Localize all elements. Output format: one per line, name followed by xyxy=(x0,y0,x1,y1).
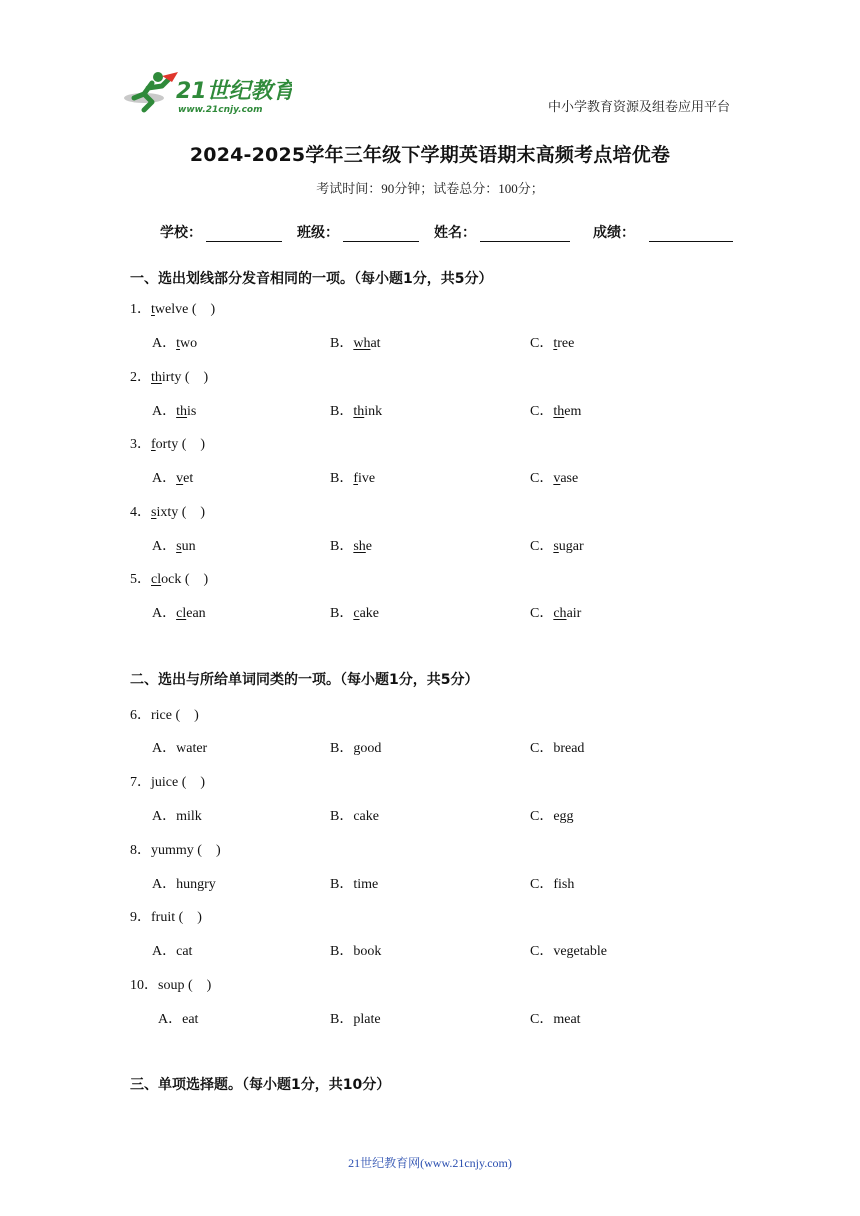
option-a[interactable]: A．water xyxy=(152,741,208,756)
logo-url-text: www.21cnjy.com xyxy=(178,105,263,115)
option-b[interactable]: B．plate xyxy=(330,1012,381,1027)
name-blank[interactable] xyxy=(480,227,570,242)
option-a[interactable]: A．cat xyxy=(152,944,193,959)
option-a[interactable]: A．clean xyxy=(152,606,206,621)
option-c[interactable]: C．vegetable xyxy=(530,944,607,959)
option-b[interactable]: B．cake xyxy=(330,809,379,824)
question-stem: 3．forty ( ) xyxy=(130,437,206,452)
name-label: 姓名： xyxy=(434,225,476,241)
header-tagline: 中小学教育资源及组卷应用平台 xyxy=(547,99,730,114)
option-a[interactable]: A．vet xyxy=(152,471,194,486)
option-b[interactable]: B．five xyxy=(330,471,376,486)
section-heading: 三、单项选择题。（每小题1分，共10分） xyxy=(130,1077,391,1093)
name-field[interactable] xyxy=(434,222,570,242)
score-blank[interactable] xyxy=(649,227,733,242)
option-a[interactable]: A．this xyxy=(152,404,197,419)
option-c[interactable]: C．sugar xyxy=(530,539,584,554)
class-field[interactable] xyxy=(297,222,419,242)
option-c[interactable]: C．vase xyxy=(530,471,579,486)
page-title: 2024-2025学年三年级下学期英语期末高频考点培优卷 xyxy=(189,144,671,166)
option-a[interactable]: A．two xyxy=(152,336,198,351)
page-footer[interactable]: 21世纪教育网(www.21cnjy.com) xyxy=(348,1156,512,1170)
class-blank[interactable] xyxy=(343,227,419,242)
question-stem: 10．soup ( ) xyxy=(130,978,212,993)
option-c[interactable]: C．fish xyxy=(530,877,575,892)
question-stem: 4．sixty ( ) xyxy=(130,505,206,520)
option-a[interactable]: A．hungry xyxy=(152,877,216,892)
option-c[interactable]: C．egg xyxy=(530,809,574,824)
section-heading: 二、选出与所给单词同类的一项。（每小题1分，共5分） xyxy=(130,672,479,688)
option-a[interactable]: A．milk xyxy=(152,809,202,824)
option-b[interactable]: B．what xyxy=(330,336,381,351)
score-field[interactable] xyxy=(593,222,733,242)
option-b[interactable]: B．book xyxy=(330,944,382,959)
question-stem: 1．twelve ( ) xyxy=(130,302,216,317)
option-b[interactable]: B．good xyxy=(330,741,382,756)
exam-meta: 考试时间：90分钟；试卷总分：100分； xyxy=(316,181,544,196)
class-label: 班级： xyxy=(297,225,339,241)
option-a[interactable]: A．sun xyxy=(152,539,196,554)
option-c[interactable]: C．bread xyxy=(530,741,585,756)
school-label: 学校： xyxy=(160,225,202,241)
site-logo xyxy=(122,68,292,118)
option-c[interactable]: C．chair xyxy=(530,606,582,621)
question-stem: 5．clock ( ) xyxy=(130,572,209,587)
option-b[interactable]: B．she xyxy=(330,539,373,554)
question-stem: 7．juice ( ) xyxy=(130,775,206,790)
option-b[interactable]: B．think xyxy=(330,404,383,419)
question-stem: 8．yummy ( ) xyxy=(130,843,221,858)
school-field[interactable] xyxy=(160,222,282,242)
option-c[interactable]: C．them xyxy=(530,404,582,419)
score-label: 成绩： xyxy=(593,225,635,241)
option-c[interactable]: C．meat xyxy=(530,1012,581,1027)
section-heading: 一、选出划线部分发音相同的一项。（每小题1分，共5分） xyxy=(130,271,493,287)
school-blank[interactable] xyxy=(206,227,282,242)
question-stem: 9．fruit ( ) xyxy=(130,910,202,925)
option-b[interactable]: B．cake xyxy=(330,606,379,621)
question-stem: 2．thirty ( ) xyxy=(130,370,209,385)
question-stem: 6．rice ( ) xyxy=(130,708,199,723)
logo-text: 21世纪教育 xyxy=(176,79,292,104)
option-b[interactable]: B．time xyxy=(330,877,379,892)
option-a[interactable]: A．eat xyxy=(158,1012,199,1027)
option-c[interactable]: C．tree xyxy=(530,336,575,351)
